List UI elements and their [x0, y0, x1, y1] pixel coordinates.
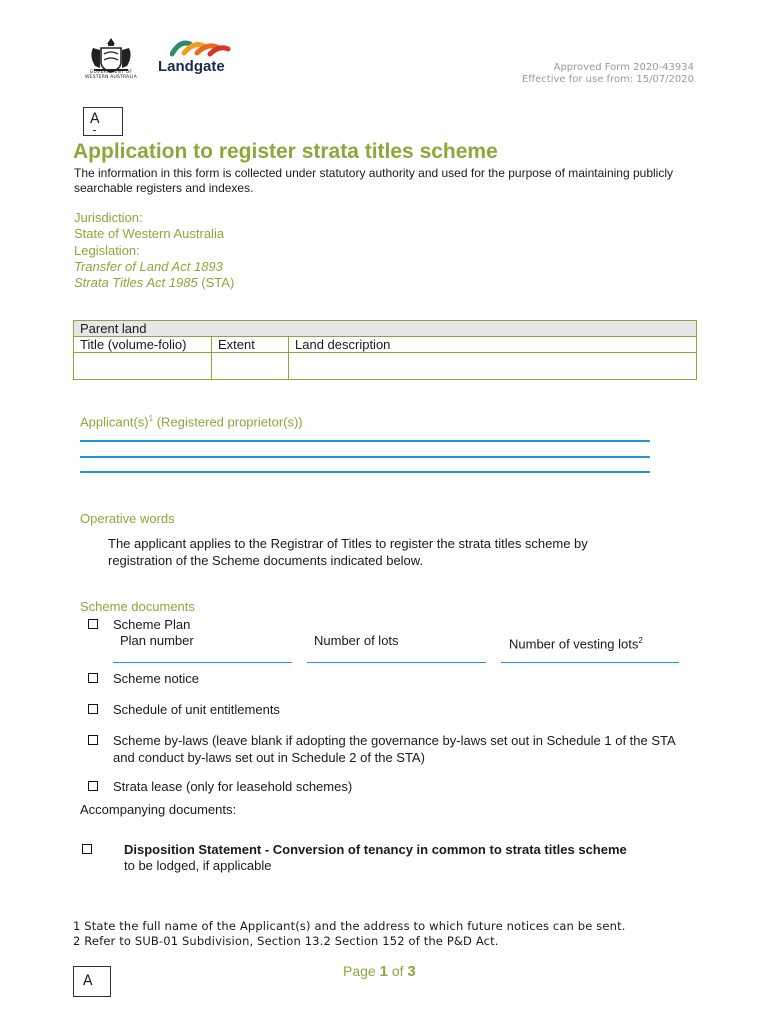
col-land-description: Land description — [289, 337, 697, 353]
applicants-label: Applicant(s) — [80, 414, 149, 430]
legislation-act-1: Transfer of Land Act 1893 — [74, 259, 223, 274]
land-description-field[interactable] — [289, 353, 697, 380]
title-volume-folio-field[interactable] — [74, 353, 212, 380]
parent-land-heading-row — [74, 321, 697, 337]
scheme-documents-label: Scheme documents — [80, 599, 195, 614]
scheme-notice-checkbox[interactable] — [88, 673, 98, 683]
vesting-lots-footnote-ref: 2 — [638, 636, 643, 645]
accompanying-documents-label: Accompanying documents: — [80, 802, 237, 817]
number-of-vesting-lots-line — [509, 632, 643, 652]
number-of-vesting-lots-field[interactable] — [501, 662, 679, 663]
plan-number-label: Plan number — [120, 633, 194, 648]
col-extent: Extent — [212, 337, 289, 353]
page-of: of — [387, 963, 408, 979]
applicant-line-3[interactable] — [80, 471, 650, 473]
legislation-act-2-suffix: (STA) — [197, 275, 235, 290]
disposition-statement-checkbox[interactable] — [82, 844, 92, 854]
page-indicator — [343, 963, 416, 980]
legislation-act-2: Strata Titles Act 1985 — [74, 275, 198, 290]
scheme-plan-label: Scheme Plan — [113, 617, 191, 632]
schedule-checkbox[interactable] — [88, 704, 98, 714]
office-use-letter-bottom: A — [83, 973, 93, 989]
disposition-statement-note: to be lodged, if applicable — [124, 858, 272, 873]
disposition-statement-title: Disposition Statement - Conversion of tenancy in common to strata titles scheme — [124, 842, 627, 857]
operative-words-label: Operative words — [80, 511, 175, 526]
applicant-line-2[interactable] — [80, 456, 650, 458]
applicant-line-1[interactable] — [80, 440, 650, 442]
applicants-footnote-ref: 1 — [148, 414, 154, 423]
wa-crest-logo — [84, 34, 138, 82]
box-dash — [93, 130, 96, 131]
legislation-label: Legislation: — [74, 243, 140, 258]
footnote-1: 1 State the full name of the Applicant(s) and the address to which future notices can be sent. — [73, 919, 626, 933]
landgate-logo — [158, 38, 238, 78]
strata-lease-label: Strata lease (only for leasehold schemes) — [113, 779, 353, 794]
parent-land-table — [73, 320, 697, 380]
schedule-of-unit-entitlements-label: Schedule of unit entitlements — [113, 702, 280, 717]
plan-number-field[interactable] — [113, 662, 292, 663]
page-total: 3 — [407, 963, 416, 980]
effective-date: Effective for use from: 15/07/2020 — [521, 74, 694, 85]
page-prefix: Page — [343, 963, 380, 979]
number-of-vesting-lots-label: Number of vesting lots — [509, 636, 639, 652]
extent-field[interactable] — [212, 353, 289, 380]
footnote-2: 2 Refer to SUB-01 Subdivision, Section 13.2 Section 152 of the P&D Act. — [73, 934, 499, 948]
legislation-act-2-line — [74, 275, 234, 291]
office-use-box-bottom — [73, 966, 111, 997]
applicants-label-suffix: (Registered proprietor(s)) — [153, 414, 303, 430]
applicants-label-line — [80, 411, 303, 430]
privacy-intro: The information in this form is collected under statutory authority and used for the purpose of maintaining publicly searchable registers and indexes. — [74, 166, 673, 195]
operative-words-text: The applicant applies to the Registrar of Titles to register the strata titles scheme by registration of the Scheme documents indicated below. — [108, 536, 588, 568]
parent-land-entry-row[interactable] — [74, 353, 697, 380]
crest-caption: GOVERNMENT OF WESTERN AUSTRALIA — [85, 70, 137, 80]
scheme-bylaws-label: Scheme by-laws (leave blank if adopting the governance by-laws set out in Schedule 1 of the STA and conduct by-laws set out in Schedule 2 of the STA) — [113, 733, 675, 765]
bylaws-checkbox[interactable] — [88, 735, 98, 745]
office-use-letter: A — [90, 111, 100, 127]
approved-form-number: Approved Form 2020-43934 — [553, 62, 694, 73]
office-use-box-top — [83, 107, 123, 136]
parent-land-heading: Parent land — [74, 321, 697, 337]
strata-lease-checkbox[interactable] — [88, 781, 98, 791]
landgate-wordmark: Landgate — [158, 58, 225, 75]
page-current: 1 — [379, 963, 388, 980]
scheme-plan-checkbox[interactable] — [88, 619, 98, 629]
jurisdiction-value: State of Western Australia — [74, 226, 225, 241]
number-of-lots-field[interactable] — [307, 662, 486, 663]
page-title: Application to register strata titles scheme — [73, 140, 498, 163]
scheme-notice-label: Scheme notice — [113, 671, 199, 686]
col-title-volume-folio: Title (volume-folio) — [74, 337, 212, 353]
parent-land-columns-row — [74, 337, 697, 353]
number-of-lots-label: Number of lots — [314, 633, 399, 648]
jurisdiction-label: Jurisdiction: — [74, 210, 143, 225]
